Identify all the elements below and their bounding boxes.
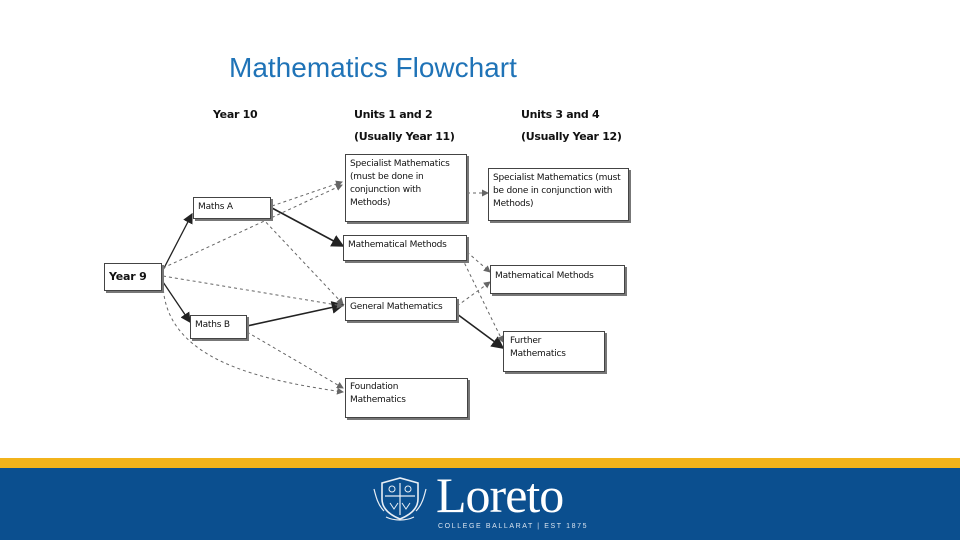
header-units12-sub: (Usually Year 11) (354, 130, 455, 143)
arrow-mathsb-general (247, 305, 343, 326)
node-year9: Year 9 (104, 263, 162, 291)
node-specialist-units34: Specialist Mathematics (must be done in conjunction with Methods) (488, 168, 629, 221)
node-general: General Mathematics (345, 297, 457, 321)
arrow-mathsa-specialist (272, 182, 342, 206)
arrow-general-further (457, 314, 503, 348)
arrow-mathsa-general (262, 218, 343, 304)
page-title: Mathematics Flowchart (229, 52, 517, 83)
node-foundation: Foundation Mathematics (345, 378, 468, 418)
header-units12: Units 1 and 2 (354, 108, 433, 121)
node-maths-a: Maths A (193, 197, 271, 219)
node-specialist-units12: Specialist Mathematics (must be done in conjunction with Methods) (345, 154, 467, 222)
arrow-year9-mathsb (163, 282, 190, 322)
arrow-year9-general (163, 276, 343, 306)
arrow-year9-mathsa (163, 214, 192, 270)
footer-logo-name: Loreto (436, 467, 564, 523)
header-units34-sub: (Usually Year 12) (521, 130, 622, 143)
node-maths-b: Maths B (190, 315, 247, 339)
node-methods-units12: Mathematical Methods (343, 235, 467, 261)
arrow-mathsb-foundation (247, 332, 343, 388)
node-methods-units34: Mathematical Methods (490, 265, 625, 294)
header-units34: Units 3 and 4 (521, 108, 600, 121)
node-further: Further Mathematics (503, 331, 605, 372)
footer-logo-subtitle: COLLEGE BALLARAT | EST 1875 (438, 523, 589, 530)
arrow-methods-methods (467, 252, 490, 272)
arrow-general-methods (457, 282, 490, 306)
crest-icon (372, 475, 428, 521)
header-year10: Year 10 (213, 108, 258, 121)
